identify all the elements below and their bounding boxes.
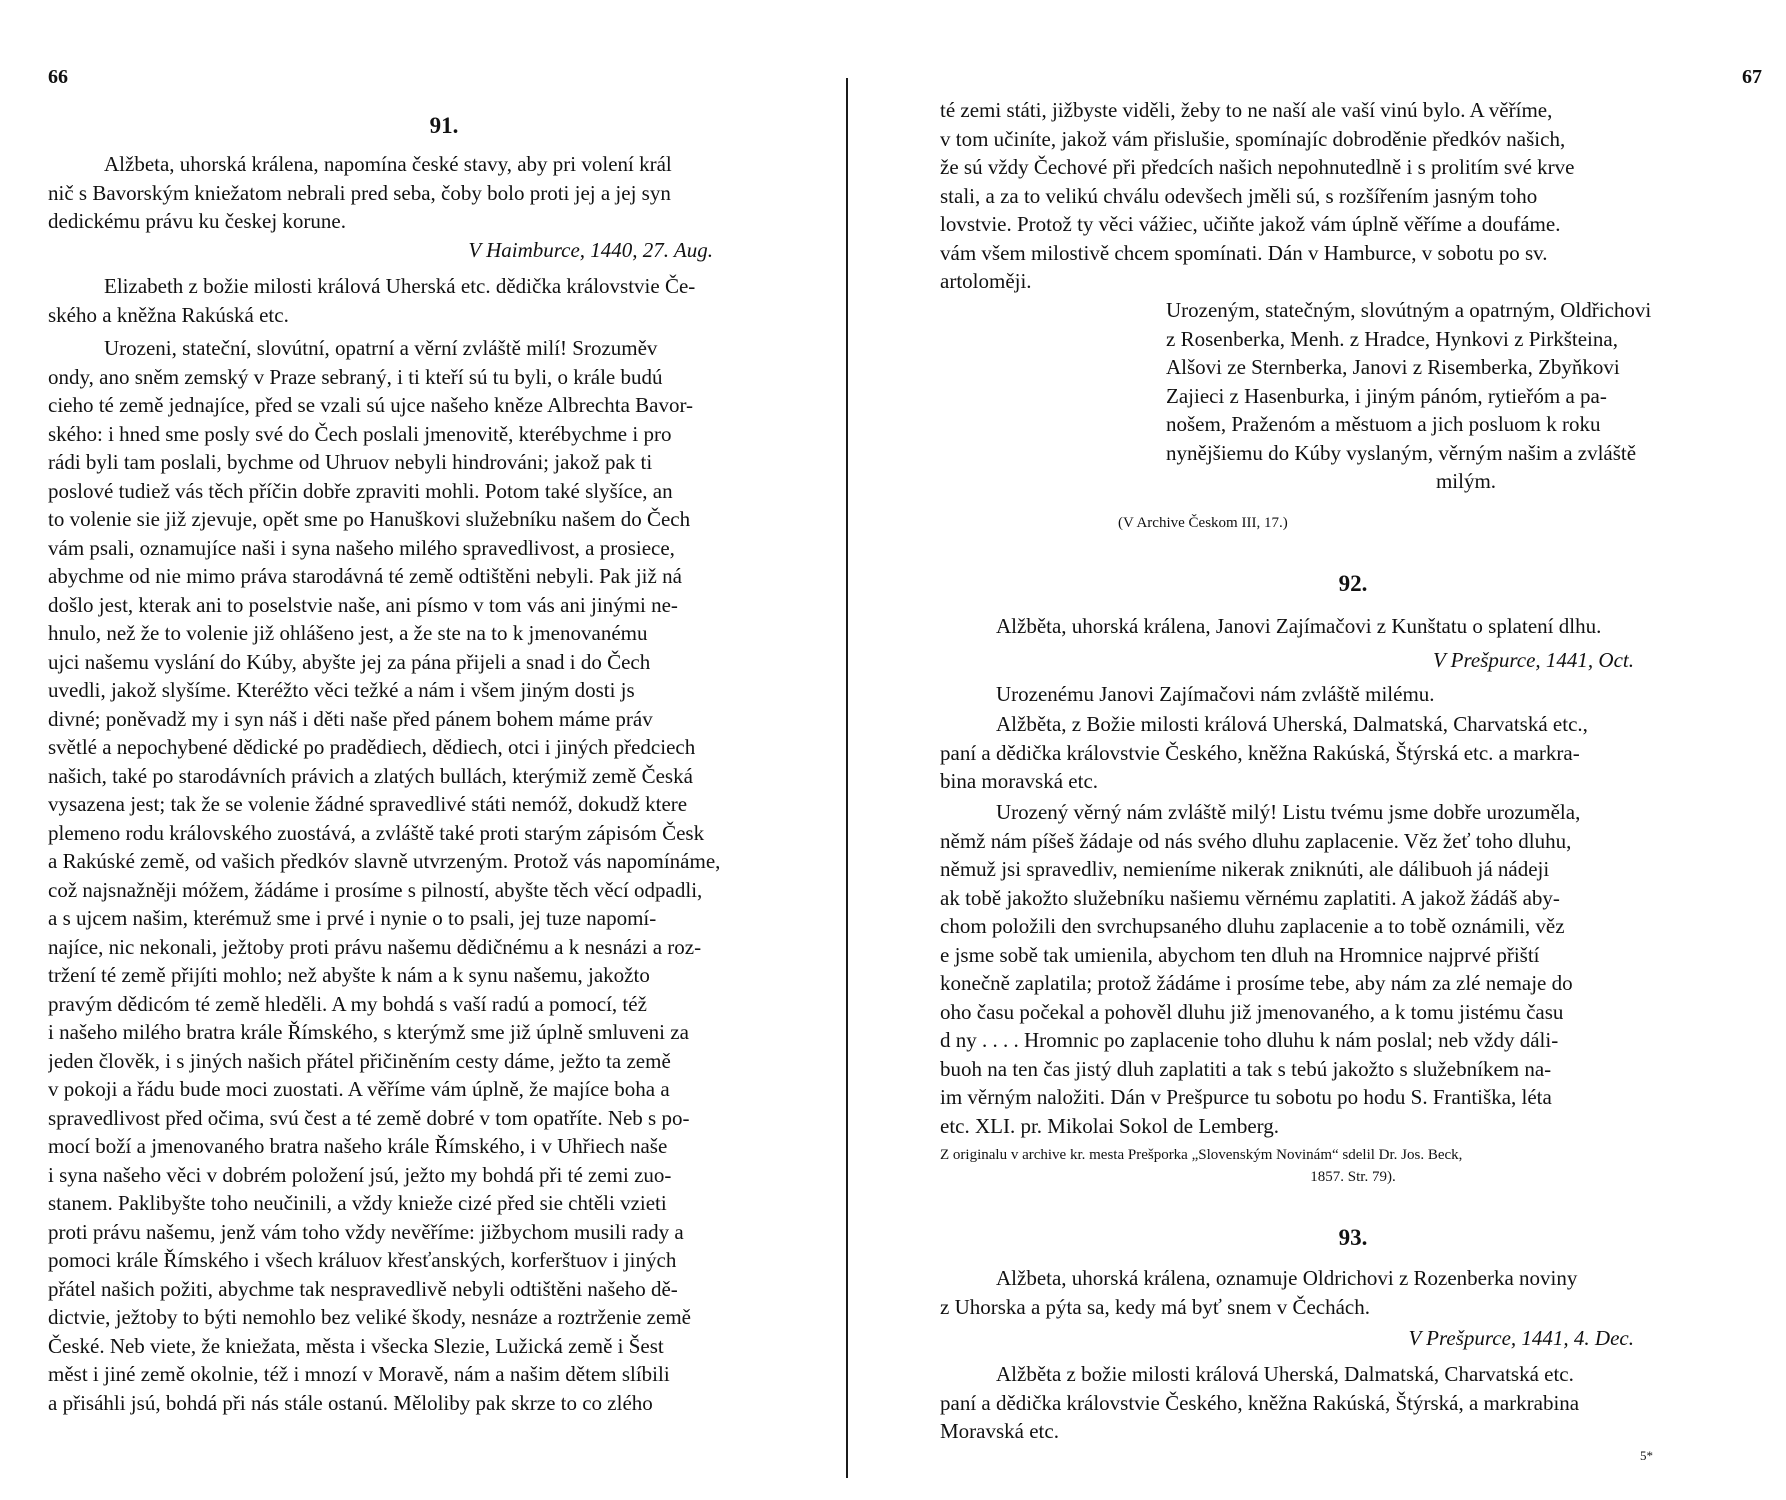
doc-91-address bbox=[1166, 296, 1766, 496]
body-line: v tom učiníte, jakož vám přislušie, spomínajíc dobroděnie předkóv našich, bbox=[940, 126, 1566, 151]
body-line: našich, také po starodávních právich a zlatých bullách, kterýmiž země Česká bbox=[48, 763, 693, 788]
body-line: najíce, nic nekonali, ježtoby proti právu našemu dědičnému a k nesnázi a roz- bbox=[48, 934, 702, 959]
body-line: buoh na ten čas jistý dluh zaplatiti a tak s tebú jakožto s služebníkem na- bbox=[940, 1056, 1552, 1081]
doc-92-dateline: V Prešpurce, 1441, Oct. bbox=[1432, 648, 1634, 672]
body-line: došlo jest, kterak ani to poselstvie naše, ani písmo v tom vás ani jinými ne- bbox=[48, 592, 678, 617]
doc-93-intitulation bbox=[940, 1360, 1766, 1446]
body-line: oho času počekal a pohověl dluhu již jmenovaného, a k tomu jistému času bbox=[940, 999, 1564, 1024]
page-number-right: 67 bbox=[1742, 66, 1762, 88]
doc-93-number: 93. bbox=[1338, 1225, 1368, 1250]
gutter-rule bbox=[846, 78, 848, 1478]
left-page bbox=[0, 0, 860, 1500]
body-line: vám psali, oznamujíce naši i syna našeho milého spravedlivost, a prosiece, bbox=[48, 535, 675, 560]
body-line: v pokoji a řádu bude moci zuostati. A věříme vám úplně, že majíce boha a bbox=[48, 1077, 670, 1101]
body-line: ondy, ano sněm zemský v Praze sebraný, i ti kteří sú tu byli, o krále budú bbox=[48, 364, 663, 389]
body-line: té zemi státi, jižbyste viděli, žeby to ne naší ale vaší vinú bylo. A věříme, bbox=[940, 98, 1553, 122]
right-page bbox=[900, 0, 1786, 1500]
summary-line: dedickému právu ku českej korune. bbox=[48, 209, 346, 233]
address-line: Alšovi ze Sternberka, Janovi z Risemberka, Zbyňkovi bbox=[1166, 355, 1620, 379]
body-line: vám všem milostivě chcem spomínati. Dán v Hamburce, v sobotu po sv. bbox=[940, 240, 1548, 265]
body-line: d ny . . . . Hromnic po zaplacenie toho dluhu k nám poslal; neb vždy dáli- bbox=[940, 1028, 1559, 1052]
address-line: z Rosenberka, Menh. z Hradce, Hynkovi z Pirkšteina, bbox=[1166, 326, 1618, 351]
address-line: nošem, Praženóm a městuom a jich posluom k roku bbox=[1166, 412, 1601, 436]
doc-91-number: 91. bbox=[429, 113, 459, 138]
summary-line: z Uhorska a pýta sa, kedy má byť snem v Čechách. bbox=[940, 1294, 1371, 1319]
doc-91-summary bbox=[48, 150, 840, 236]
address-line: milým. bbox=[1435, 469, 1497, 493]
body-line: divné; poněvadž my i syn náš i děti naše před pánem bohem máme práv bbox=[48, 706, 653, 731]
doc-92-number: 92. bbox=[1338, 571, 1368, 596]
body-line: stali, a za to velikú chválu odevšech jměli sú, s rozšířením jasným toho bbox=[940, 183, 1538, 208]
body-line: a Rakúské země, od vašich předkóv slavně utvrzeným. Protož vás napomínáme, bbox=[48, 849, 721, 873]
body-line: němuž jsi spravedliv, nemieníme nikerak zniknúti, ale dálibuoh já nádeji bbox=[940, 857, 1550, 881]
body-line: artoloměji. bbox=[940, 269, 1032, 293]
body-line: měst i jiné země okolnie, též i mnozí v Moravě, nám a našim dětem slíbili bbox=[48, 1362, 670, 1386]
address-line: nynějšiemu do Kúby vyslaným, věrným našim a zvláště bbox=[1166, 440, 1637, 465]
body-line: konečně zaplatila; protož žádáme i prosíme tebe, aby nám za zlé nemaje do bbox=[940, 971, 1573, 995]
body-line: němž nám píšeš žádaje od nás svého dluhu zaplacenie. Věz žeť toho dluhu, bbox=[940, 828, 1572, 853]
intitulation-line: Alžběta, z Božie milosti králová Uherská, Dalmatská, Charvatská etc., bbox=[996, 712, 1588, 736]
body-line: i našeho milého bratra krále Římského, s kterýmž sme již úplně smluveni za bbox=[48, 1020, 689, 1044]
intitulation-line: bina moravská etc. bbox=[940, 769, 1099, 793]
intitulation-line: paní a dědička královstvie Českého, kněžna Rakúská, Štýrská etc. a markra- bbox=[940, 740, 1580, 765]
body-line: pomoci krále Římského i všech králuov křesťanských, korferštuov i jiných bbox=[48, 1248, 677, 1272]
doc-93-summary bbox=[940, 1264, 1766, 1321]
body-line: Urozený věrný nám zvláště milý! Listu tvému jsme dobře urozuměla, bbox=[996, 800, 1581, 824]
intitulation-line: Moravská etc. bbox=[940, 1419, 1059, 1443]
summary-line: nič s Bavorským kniežatom nebrali pred seba, čoby bolo proti jej a jej syn bbox=[48, 180, 671, 205]
intitulation-line: ského a kněžna Rakúská etc. bbox=[48, 302, 289, 327]
body-line: lovstvie. Protož ty věci vážiec, učiňte jakož vám úplně věříme a doufáme. bbox=[940, 212, 1561, 236]
source-line: 1857. Str. 79). bbox=[1310, 1169, 1396, 1185]
body-line: pravým dědicóm té země hleděli. A my bohdá s vaší radú a pomocí, též bbox=[48, 991, 647, 1016]
body-line: České. Neb viete, že kniežata, města i všecka Slezie, Lužická země i Šest bbox=[48, 1333, 664, 1358]
doc-91-dateline: V Haimburce, 1440, 27. Aug. bbox=[468, 238, 713, 262]
signature-mark: 5* bbox=[1640, 1448, 1653, 1463]
intitulation-line: Alžběta z božie milosti králová Uherská, Dalmatská, Charvatská etc. bbox=[996, 1362, 1574, 1386]
doc-91-continuation bbox=[940, 96, 1766, 296]
body-line: spravedlivost před očima, svú čest a té země dobré v tom opatříte. Neb s po- bbox=[48, 1105, 690, 1130]
body-line: jeden člověk, i s jiných našich přátel přičiněním cesty dáme, ježto ta země bbox=[48, 1048, 671, 1073]
intitulation-line: paní a dědička královstvie Českého, kněžna Rakúská, Štýrská, a markrabina bbox=[940, 1390, 1580, 1415]
body-line: ského: i hned sme posly své do Čech poslali jmenovitě, kterébychme i pro bbox=[48, 421, 672, 446]
doc-91-intitulation bbox=[48, 272, 840, 329]
body-line: světlé a nepochybené dědické po pradědiech, dědiech, otci i jiných předciech bbox=[48, 735, 696, 759]
source-line: Z originalu v archive kr. mesta Prešporka „Slovenským Novinám“ sdelil Dr. Jos. Beck, bbox=[940, 1147, 1463, 1163]
body-line: im věrným naložiti. Dán v Prešpurce tu sobotu po hodu S. Františka, léta bbox=[940, 1085, 1552, 1109]
body-line: abychme od nie mimo práva starodávná té země odtištěni nebyli. Pak již ná bbox=[48, 564, 682, 588]
body-line: ak tobě jakožto služebníku našiemu věrnému zaplatiti. A jakož žádáš aby- bbox=[940, 885, 1560, 910]
body-line: dictvie, ježtoby to býti nemohlo bez veliké škody, nesnáze a roztrženie země bbox=[48, 1305, 691, 1329]
body-line: přátel našich požiti, abychme tak nespravedlivě nebyli odtištěni našeho dě- bbox=[48, 1276, 678, 1301]
body-line: hnulo, než že to volenie již ohlášeno jest, a že ste na to k jmenovanému bbox=[48, 621, 648, 645]
body-line: chom položili den svrchupsaného dluhu zaplacenie a to tobě oznámili, věz bbox=[940, 914, 1565, 938]
body-line: proti právu našemu, jenž vám toho vždy nevěříme: jižbychom musili rady a bbox=[48, 1219, 684, 1244]
summary-line: Alžbeta, uhorská králena, oznamuje Oldrichovi z Rozenberka noviny bbox=[996, 1266, 1578, 1290]
body-line: Urozeni, stateční, slovútní, opatrní a věrní zvláště milí! Srozuměv bbox=[104, 336, 658, 360]
doc-92-summary: Alžběta, uhorská králena, Janovi Zajímačovi z Kunštatu o splatení dlhu. bbox=[996, 614, 1602, 638]
body-line: a přisáhli jsú, bohdá při nás stále ostanú. Měloliby pak skrze to co zlého bbox=[48, 1390, 653, 1415]
doc-91-body bbox=[48, 334, 840, 1417]
body-line: že sú vždy Čechové při předcích našich nepohnutedlně i s prolitím své krve bbox=[940, 155, 1575, 179]
page-number-left: 66 bbox=[48, 66, 68, 88]
doc-93-dateline: V Prešpurce, 1441, 4. Dec. bbox=[1408, 1326, 1634, 1350]
body-line: plemeno rodu královského zuostává, a zvláště také proti starým zápisóm Česk bbox=[48, 820, 705, 845]
body-line: a s ujcem našim, kterémuž sme i prvé i nynie o to psali, jej tuze napomí- bbox=[48, 906, 657, 930]
body-line: cieho té země jednajíce, před se vzali sú ujce našeho kněze Albrechta Bavor- bbox=[48, 393, 694, 417]
body-line: etc. XLI. pr. Mikolai Sokol de Lemberg. bbox=[940, 1113, 1280, 1138]
doc-92-address: Urozenému Janovi Zajímačovi nám zvláště milému. bbox=[996, 682, 1435, 706]
body-line: poslové tudiež vás těch příčin dobře zpraviti mohli. Potom také slyšíce, an bbox=[48, 478, 673, 503]
body-line: ujci našemu vyslání do Kúby, abyšte jej za pána přijeli a snad i do Čech bbox=[48, 649, 651, 674]
body-line: stanem. Paklibyšte toho neučinili, a vždy knieže cizé před sie chtěli vzieti bbox=[48, 1191, 667, 1215]
body-line: to volenie sie již zjevuje, opět sme po Hanuškovi služebníku našem do Čech bbox=[48, 507, 691, 531]
intitulation-line: Elizabeth z božie milosti králová Uherská etc. dědička královstvie Če- bbox=[104, 274, 696, 298]
body-line: mocí boží a jmenovaného bratra našeho krále Římského, i v Uhřiech naše bbox=[48, 1134, 668, 1158]
body-line: i syna našeho věci v dobrém položení jsú, ježto my bohdá při té zemi zuo- bbox=[48, 1162, 672, 1187]
doc-91-source: (V Archive Českom III, 17.) bbox=[1118, 515, 1288, 531]
body-line: uvedli, jakož slyšíme. Kteréžto věci težké a nám i všem jiným dosti js bbox=[48, 678, 635, 702]
body-line: tržení té země přijíti mohlo; než abyšte k nám a k synu našemu, jakožto bbox=[48, 963, 650, 987]
doc-92-body bbox=[940, 798, 1766, 1140]
body-line: vysazena jest; tak že se volenie žádné spravedlivé státi nemóž, dokudž ktere bbox=[48, 792, 688, 816]
doc-92-intitulation bbox=[940, 710, 1766, 796]
body-line: což najsnažněji móžem, žádáme i prosíme s pilností, abyšte těch věcí odpadli, bbox=[48, 877, 703, 902]
doc-92-source bbox=[940, 1144, 1766, 1188]
address-line: Zajieci z Hasenburka, i jiným pánóm, rytieřóm a pa- bbox=[1166, 383, 1607, 408]
address-line: Urozeným, statečným, slovútným a opatrným, Oldřichovi bbox=[1166, 298, 1652, 322]
body-line: e jsme sobě tak umienila, abychom ten dluh na Hromnice najprvé přiští bbox=[940, 942, 1540, 967]
body-line: rádi byli tam poslali, bychme od Uhruov nebyli hindrováni; jakož pak ti bbox=[48, 450, 653, 474]
summary-line: Alžbeta, uhorská králena, napomína české stavy, aby pri volení král bbox=[104, 152, 672, 176]
